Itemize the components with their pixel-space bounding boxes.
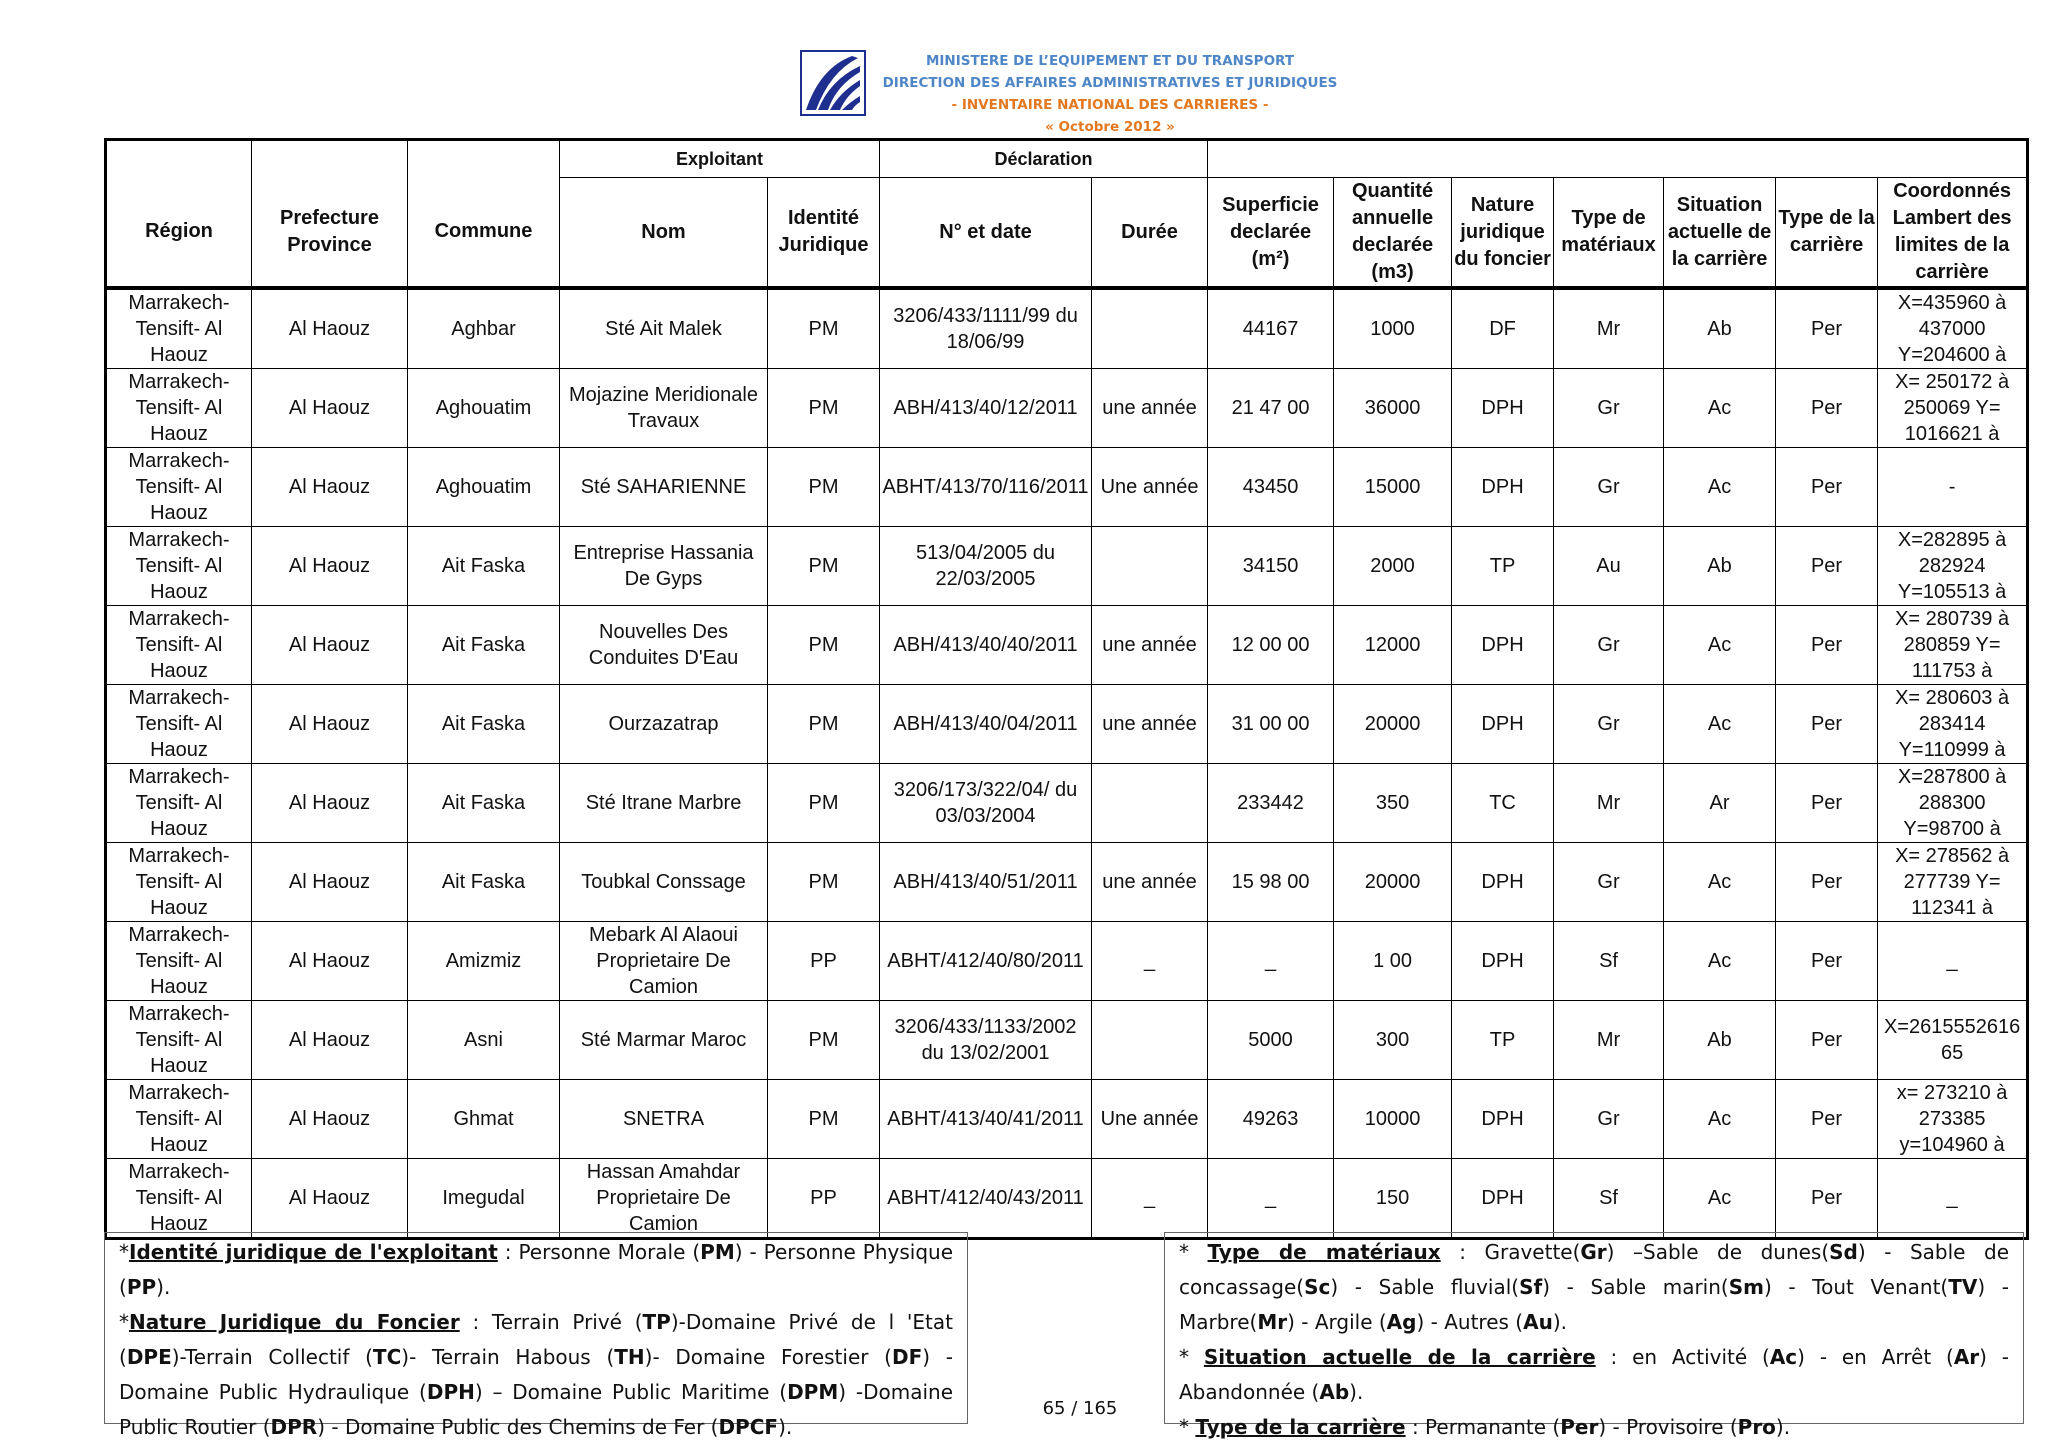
col-header-duree: Durée bbox=[1092, 178, 1208, 289]
cell-quantite: 1 00 bbox=[1334, 922, 1452, 1001]
cell-duree: une année bbox=[1092, 843, 1208, 922]
cell-region: Marrakech-Tensift- Al Haouz bbox=[106, 764, 252, 843]
cell-type-mat: Mr bbox=[1554, 764, 1664, 843]
cell-num-date: ABHT/412/40/43/2011 bbox=[880, 1159, 1092, 1239]
cell-type-carriere: Per bbox=[1776, 843, 1878, 922]
cell-nom: SNETRA bbox=[560, 1080, 768, 1159]
cell-region: Marrakech-Tensift- Al Haouz bbox=[106, 1080, 252, 1159]
cell-region: Marrakech-Tensift- Al Haouz bbox=[106, 1159, 252, 1239]
cell-province: Al Haouz bbox=[252, 606, 408, 685]
cell-superficie: 43450 bbox=[1208, 448, 1334, 527]
cell-type-mat: Gr bbox=[1554, 685, 1664, 764]
cell-superficie: 12 00 00 bbox=[1208, 606, 1334, 685]
cell-province: Al Haouz bbox=[252, 764, 408, 843]
cell-identite: PM bbox=[768, 527, 880, 606]
cell-type-mat: Gr bbox=[1554, 606, 1664, 685]
cell-quantite: 350 bbox=[1334, 764, 1452, 843]
page-number: 65 / 165 bbox=[1042, 1398, 1118, 1419]
exploitant-group-header: Exploitant bbox=[560, 140, 880, 178]
cell-commune: Ghmat bbox=[408, 1080, 560, 1159]
cell-situation: Ac bbox=[1664, 685, 1776, 764]
column-header-row bbox=[106, 178, 2028, 289]
cell-duree: Une année bbox=[1092, 1080, 1208, 1159]
quarries-table bbox=[104, 138, 2029, 1240]
cell-nom: Sté Itrane Marbre bbox=[560, 764, 768, 843]
cell-nature: TP bbox=[1452, 1001, 1554, 1080]
cell-situation: Ac bbox=[1664, 922, 1776, 1001]
cell-commune: Ait Faska bbox=[408, 527, 560, 606]
table-row bbox=[106, 369, 2028, 448]
cell-region: Marrakech-Tensift- Al Haouz bbox=[106, 606, 252, 685]
cell-situation: Ar bbox=[1664, 764, 1776, 843]
cell-num-date: ABHT/413/40/41/2011 bbox=[880, 1080, 1092, 1159]
cell-coord: x= 273210 à 273385 y=104960 à bbox=[1878, 1080, 2028, 1159]
cell-province: Al Haouz bbox=[252, 1001, 408, 1080]
cell-type-mat: Gr bbox=[1554, 369, 1664, 448]
cell-num-date: ABH/413/40/04/2011 bbox=[880, 685, 1092, 764]
cell-situation: Ac bbox=[1664, 369, 1776, 448]
cell-type-carriere: Per bbox=[1776, 1080, 1878, 1159]
cell-identite: PP bbox=[768, 1159, 880, 1239]
cell-type-carriere: Per bbox=[1776, 369, 1878, 448]
col-header-num-date: N° et date bbox=[880, 178, 1092, 289]
cell-duree bbox=[1092, 764, 1208, 843]
cell-identite: PP bbox=[768, 922, 880, 1001]
cell-superficie: 49263 bbox=[1208, 1080, 1334, 1159]
cell-nature: DPH bbox=[1452, 685, 1554, 764]
cell-nature: DPH bbox=[1452, 448, 1554, 527]
cell-duree bbox=[1092, 288, 1208, 369]
table-row bbox=[106, 606, 2028, 685]
cell-superficie: 21 47 00 bbox=[1208, 369, 1334, 448]
cell-superficie: 15 98 00 bbox=[1208, 843, 1334, 922]
legend-identite: *Identité juridique de l'exploitant : Personne Morale (PM) - Personne Physique (PP). bbox=[119, 1240, 953, 1299]
cell-coord: X=287800 à 288300 Y=98700 à bbox=[1878, 764, 2028, 843]
col-header-province: Prefecture Province bbox=[252, 178, 408, 289]
cell-nom: Sté Marmar Maroc bbox=[560, 1001, 768, 1080]
cell-region: Marrakech-Tensift- Al Haouz bbox=[106, 685, 252, 764]
table-row bbox=[106, 527, 2028, 606]
legend-type-materiaux-term: Type de matériaux bbox=[1207, 1240, 1441, 1264]
table-row bbox=[106, 764, 2028, 843]
cell-province: Al Haouz bbox=[252, 685, 408, 764]
cell-type-mat: Gr bbox=[1554, 448, 1664, 527]
table-row bbox=[106, 685, 2028, 764]
cell-type-carriere: Per bbox=[1776, 1159, 1878, 1239]
cell-identite: PM bbox=[768, 606, 880, 685]
col-header-coordonnees: Coordonnés Lambert des limites de la carrière bbox=[1878, 178, 2028, 289]
cell-coord: X=282895 à 282924 Y=105513 à bbox=[1878, 527, 2028, 606]
cell-coord: X= 280603 à 283414 Y=110999 à bbox=[1878, 685, 2028, 764]
cell-duree: Une année bbox=[1092, 448, 1208, 527]
cell-province: Al Haouz bbox=[252, 288, 408, 369]
cell-commune: Amizmiz bbox=[408, 922, 560, 1001]
cell-situation: Ac bbox=[1664, 843, 1776, 922]
cell-type-mat: Mr bbox=[1554, 1001, 1664, 1080]
cell-type-carriere: Per bbox=[1776, 1001, 1878, 1080]
cell-duree bbox=[1092, 527, 1208, 606]
cell-region: Marrakech-Tensift- Al Haouz bbox=[106, 288, 252, 369]
cell-region: Marrakech-Tensift- Al Haouz bbox=[106, 1001, 252, 1080]
cell-region: Marrakech-Tensift- Al Haouz bbox=[106, 843, 252, 922]
cell-nature: DF bbox=[1452, 288, 1554, 369]
cell-nature: DPH bbox=[1452, 606, 1554, 685]
cell-duree: une année bbox=[1092, 606, 1208, 685]
cell-quantite: 150 bbox=[1334, 1159, 1452, 1239]
cell-commune: Aghouatim bbox=[408, 448, 560, 527]
cell-situation: Ac bbox=[1664, 1080, 1776, 1159]
blank-header-cell bbox=[1208, 140, 2028, 178]
cell-coord: X= 280739 à 280859 Y= 111753 à bbox=[1878, 606, 2028, 685]
table-row bbox=[106, 843, 2028, 922]
cell-commune: Ait Faska bbox=[408, 764, 560, 843]
cell-nom: Sté SAHARIENNE bbox=[560, 448, 768, 527]
cell-coord: X= 250172 à 250069 Y= 1016621 à bbox=[1878, 369, 2028, 448]
legend-type-materiaux: * Type de matériaux : Gravette(Gr) –Sable de dunes(Sd) - Sable de concassage(Sc) - Sable fluvial(Sf) - Sable marin(Sm) - Tout Venant(TV) - Marbre(Mr) - Argile (Ag) - Autres (Au). bbox=[1179, 1240, 2010, 1334]
cell-situation: Ac bbox=[1664, 448, 1776, 527]
table-row bbox=[106, 922, 2028, 1001]
cell-quantite: 20000 bbox=[1334, 843, 1452, 922]
cell-type-carriere: Per bbox=[1776, 448, 1878, 527]
declaration-group-header: Déclaration bbox=[880, 140, 1208, 178]
cell-type-carriere: Per bbox=[1776, 764, 1878, 843]
cell-superficie: _ bbox=[1208, 922, 1334, 1001]
blank-header-cell bbox=[106, 140, 252, 178]
cell-type-mat: Mr bbox=[1554, 288, 1664, 369]
blank-header-cell bbox=[252, 140, 408, 178]
cell-identite: PM bbox=[768, 1001, 880, 1080]
cell-coord: _ bbox=[1878, 1159, 2028, 1239]
cell-type-carriere: Per bbox=[1776, 922, 1878, 1001]
cell-num-date: ABH/413/40/40/2011 bbox=[880, 606, 1092, 685]
cell-superficie: 44167 bbox=[1208, 288, 1334, 369]
cell-quantite: 20000 bbox=[1334, 685, 1452, 764]
table-row bbox=[106, 1080, 2028, 1159]
cell-identite: PM bbox=[768, 369, 880, 448]
legend-type-carriere-text: : Permanante (Per) - Provisoire (Pro). bbox=[1405, 1415, 1791, 1439]
legend-left bbox=[104, 1232, 968, 1439]
legend-type-materiaux-text: : Gravette(Gr) –Sable de dunes(Sd) - Sable de concassage(Sc) - Sable fluvial(Sf) - Sable marin(Sm) - Tout Venant(TV) - Marbre(Mr) - Argile (Ag) - Autres (Au). bbox=[1179, 1240, 2010, 1334]
blank-header-cell bbox=[408, 140, 560, 178]
cell-coord: X=435960 à 437000 Y=204600 à bbox=[1878, 288, 2028, 369]
cell-type-mat: Gr bbox=[1554, 843, 1664, 922]
cell-region: Marrakech-Tensift- Al Haouz bbox=[106, 448, 252, 527]
cell-province: Al Haouz bbox=[252, 843, 408, 922]
cell-quantite: 15000 bbox=[1334, 448, 1452, 527]
cell-commune: Aghouatim bbox=[408, 369, 560, 448]
cell-quantite: 12000 bbox=[1334, 606, 1452, 685]
cell-type-carriere: Per bbox=[1776, 606, 1878, 685]
page-header bbox=[0, 46, 2048, 146]
legend-situation: * Situation actuelle de la carrière : en Activité (Ac) - en Arrêt (Ar) - Abandonnée (Ab). bbox=[1179, 1345, 2010, 1404]
legend-type-carriere: * Type de la carrière : Permanante (Per) - Provisoire (Pro). bbox=[1179, 1415, 1791, 1439]
cell-type-mat: Sf bbox=[1554, 1159, 1664, 1239]
cell-duree: _ bbox=[1092, 1159, 1208, 1239]
col-header-commune: Commune bbox=[408, 178, 560, 289]
cell-nom: Mojazine Meridionale Travaux bbox=[560, 369, 768, 448]
cell-duree bbox=[1092, 1001, 1208, 1080]
cell-nature: DPH bbox=[1452, 1159, 1554, 1239]
cell-nature: DPH bbox=[1452, 1080, 1554, 1159]
col-header-identite: Identité Juridique bbox=[768, 178, 880, 289]
cell-coord: - bbox=[1878, 448, 2028, 527]
direction-title: DIRECTION DES AFFAIRES ADMINISTRATIVES ET JURIDIQUES bbox=[882, 75, 1338, 91]
legend-right bbox=[1164, 1232, 2024, 1439]
cell-province: Al Haouz bbox=[252, 1159, 408, 1239]
cell-nature: TP bbox=[1452, 527, 1554, 606]
cell-num-date: 3206/433/1133/2002 du 13/02/2001 bbox=[880, 1001, 1092, 1080]
cell-province: Al Haouz bbox=[252, 448, 408, 527]
cell-num-date: ABH/413/40/12/2011 bbox=[880, 369, 1092, 448]
cell-num-date: 3206/173/322/04/ du 03/03/2004 bbox=[880, 764, 1092, 843]
cell-duree: _ bbox=[1092, 922, 1208, 1001]
cell-nom: Nouvelles Des Conduites D'Eau bbox=[560, 606, 768, 685]
cell-type-mat: Sf bbox=[1554, 922, 1664, 1001]
cell-nom: Toubkal Conssage bbox=[560, 843, 768, 922]
cell-identite: PM bbox=[768, 288, 880, 369]
table-row bbox=[106, 288, 2028, 369]
table-row bbox=[106, 1159, 2028, 1239]
cell-province: Al Haouz bbox=[252, 1080, 408, 1159]
col-header-superficie: Superficie declarée (m²) bbox=[1208, 178, 1334, 289]
table-row bbox=[106, 1001, 2028, 1080]
cell-nom: Ourzazatrap bbox=[560, 685, 768, 764]
cell-coord: X= 278562 à 277739 Y= 112341 à bbox=[1878, 843, 2028, 922]
legend-identite-text: : Personne Morale (PM) - Personne Physique (PP). bbox=[119, 1240, 953, 1299]
cell-region: Marrakech-Tensift- Al Haouz bbox=[106, 922, 252, 1001]
cell-identite: PM bbox=[768, 1080, 880, 1159]
cell-nom: Sté Ait Malek bbox=[560, 288, 768, 369]
cell-nature: DPH bbox=[1452, 843, 1554, 922]
cell-commune: Ait Faska bbox=[408, 685, 560, 764]
group-header-row bbox=[106, 140, 2028, 178]
cell-type-carriere: Per bbox=[1776, 685, 1878, 764]
cell-situation: Ac bbox=[1664, 606, 1776, 685]
cell-superficie: _ bbox=[1208, 1159, 1334, 1239]
cell-region: Marrakech-Tensift- Al Haouz bbox=[106, 369, 252, 448]
col-header-type-carriere: Type de la carrière bbox=[1776, 178, 1878, 289]
cell-province: Al Haouz bbox=[252, 922, 408, 1001]
cell-quantite: 1000 bbox=[1334, 288, 1452, 369]
cell-nom: Mebark Al Alaoui Proprietaire De Camion bbox=[560, 922, 768, 1001]
cell-superficie: 5000 bbox=[1208, 1001, 1334, 1080]
cell-num-date: ABHT/413/70/116/2011 bbox=[880, 448, 1092, 527]
table-body bbox=[106, 288, 2028, 1239]
cell-situation: Ac bbox=[1664, 1159, 1776, 1239]
cell-nom: Hassan Amahdar Proprietaire De Camion bbox=[560, 1159, 768, 1239]
inventory-title: - INVENTAIRE NATIONAL DES CARRIERES - bbox=[951, 97, 1269, 113]
cell-province: Al Haouz bbox=[252, 369, 408, 448]
col-header-region: Région bbox=[106, 178, 252, 289]
cell-identite: PM bbox=[768, 764, 880, 843]
cell-nature: DPH bbox=[1452, 922, 1554, 1001]
legend-nature: *Nature Juridique du Foncier : Terrain Privé (TP)-Domaine Privé de l 'Etat (DPE)-Terrain Collectif (TC)- Terrain Habous (TH)- Domaine Forestier (DF) -Domaine Public Hydraulique (DPH) – Domaine Public Maritime (DPM) -Domaine Public Routier (DPR) - Domaine Public des Chemins de Fer (DPCF). bbox=[119, 1310, 953, 1439]
cell-situation: Ab bbox=[1664, 1001, 1776, 1080]
cell-identite: PM bbox=[768, 685, 880, 764]
cell-num-date: ABH/413/40/51/2011 bbox=[880, 843, 1092, 922]
cell-region: Marrakech-Tensift- Al Haouz bbox=[106, 527, 252, 606]
cell-duree: une année bbox=[1092, 369, 1208, 448]
legend-situation-text: : en Activité (Ac) - en Arrêt (Ar) - Abandonnée (Ab). bbox=[1179, 1345, 2010, 1404]
cell-type-mat: Gr bbox=[1554, 1080, 1664, 1159]
legend-nature-term: Nature Juridique du Foncier bbox=[129, 1310, 460, 1334]
cell-situation: Ab bbox=[1664, 527, 1776, 606]
cell-num-date: 513/04/2005 du 22/03/2005 bbox=[880, 527, 1092, 606]
report-date: « Octobre 2012 » bbox=[1045, 119, 1175, 135]
cell-quantite: 36000 bbox=[1334, 369, 1452, 448]
cell-num-date: ABHT/412/40/80/2011 bbox=[880, 922, 1092, 1001]
cell-commune: Ait Faska bbox=[408, 606, 560, 685]
ministry-title: MINISTERE DE L’EQUIPEMENT ET DU TRANSPORT bbox=[925, 53, 1295, 69]
cell-type-mat: Au bbox=[1554, 527, 1664, 606]
cell-quantite: 2000 bbox=[1334, 527, 1452, 606]
cell-nom: Entreprise Hassania De Gyps bbox=[560, 527, 768, 606]
cell-commune: Ait Faska bbox=[408, 843, 560, 922]
cell-superficie: 233442 bbox=[1208, 764, 1334, 843]
cell-nature: DPH bbox=[1452, 369, 1554, 448]
cell-coord: _ bbox=[1878, 922, 2028, 1001]
cell-quantite: 10000 bbox=[1334, 1080, 1452, 1159]
col-header-nom: Nom bbox=[560, 178, 768, 289]
cell-identite: PM bbox=[768, 448, 880, 527]
cell-superficie: 34150 bbox=[1208, 527, 1334, 606]
cell-type-carriere: Per bbox=[1776, 288, 1878, 369]
legend-nature-text: : Terrain Privé (TP)-Domaine Privé de l 'Etat (DPE)-Terrain Collectif (TC)- Terrain Habous (TH)- Domaine Forestier (DF) -Domaine Public Hydraulique (DPH) – Domaine Public Maritime (DPM) -Domaine Public Routier (DPR) - Domaine Public des Chemins de Fer (DPCF). bbox=[119, 1310, 953, 1439]
cell-identite: PM bbox=[768, 843, 880, 922]
legend-type-carriere-term: Type de la carrière bbox=[1195, 1415, 1406, 1439]
ministry-logo-icon bbox=[800, 50, 866, 116]
cell-nature: TC bbox=[1452, 764, 1554, 843]
col-header-type-materiaux: Type de matériaux bbox=[1554, 178, 1664, 289]
cell-quantite: 300 bbox=[1334, 1001, 1452, 1080]
table-row bbox=[106, 448, 2028, 527]
cell-commune: Asni bbox=[408, 1001, 560, 1080]
cell-superficie: 31 00 00 bbox=[1208, 685, 1334, 764]
col-header-quantite: Quantité annuelle declarée (m3) bbox=[1334, 178, 1452, 289]
cell-num-date: 3206/433/1111/99 du 18/06/99 bbox=[880, 288, 1092, 369]
cell-situation: Ab bbox=[1664, 288, 1776, 369]
cell-province: Al Haouz bbox=[252, 527, 408, 606]
cell-commune: Imegudal bbox=[408, 1159, 560, 1239]
cell-duree: une année bbox=[1092, 685, 1208, 764]
cell-commune: Aghbar bbox=[408, 288, 560, 369]
cell-type-carriere: Per bbox=[1776, 527, 1878, 606]
col-header-situation: Situation actuelle de la carrière bbox=[1664, 178, 1776, 289]
legend-identite-term: Identité juridique de l'exploitant bbox=[129, 1240, 498, 1264]
col-header-nature: Nature juridique du foncier bbox=[1452, 178, 1554, 289]
cell-coord: X=2615552616 65 bbox=[1878, 1001, 2028, 1080]
legend-situation-term: Situation actuelle de la carrière bbox=[1203, 1345, 1596, 1369]
